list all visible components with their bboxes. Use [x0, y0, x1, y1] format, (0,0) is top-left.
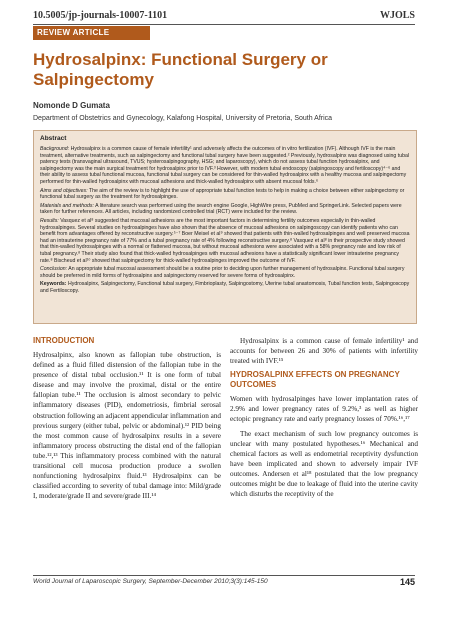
section-heading-effects: HYDROSALPINX EFFECTS ON PREGNANCY OUTCOMES — [230, 370, 400, 390]
author-name: Nomonde D Gumata — [33, 101, 110, 110]
intro-paragraph: Hydrosalpinx, also known as fallopian tube obstruction, is defined as a fluid filled distension of the fallopian tube in the presence of distal tubal occlusion.¹¹ It is one form of tubal disease and may involve the proximal, distal or the entire fallopian tube.¹¹ The occlusion is almost secondary to pelvic inflammatory diseases (PID), endometriosis, fimbrial serosal obstruction following an adjacent appendicular inflammation and previous surgery (either tubal, pelvic or abdominal).¹² PID being the most common cause of hydrosalpinx results in a severe inflammatory process obstructing the distal end of the fallopian tube.¹²,¹³ This inflammatory process combined with the natural transitional cell mucosa production produce a swollen nonfunctioning hydrosalpinx fluid.¹³ Hydrosalpinx can be classified according to severity of tubal damage into: Mild/grade I, moderate/grade II and severe/grade III.¹⁴ — [33, 351, 222, 501]
section-heading-introduction: INTRODUCTION — [33, 336, 95, 345]
abstract-results — [40, 218, 410, 264]
abstract-text: A literature search was performed using the search engine Google, HighWire press, PubMed and SpringerLink. Selected papers were taken for further references. All articles, including randomized controlled trial (RCT) were included for the review. — [40, 202, 402, 216]
abstract-aims — [40, 188, 410, 201]
article-type-banner — [33, 26, 150, 40]
abstract-label: Results: — [40, 217, 59, 224]
journal-code: WJOLS — [379, 10, 415, 21]
page-number: 145 — [399, 577, 415, 587]
abstract-heading: Abstract — [40, 135, 67, 142]
footer-divider — [33, 575, 415, 576]
keywords-label: Keywords: — [40, 281, 67, 288]
header-divider — [33, 24, 415, 25]
abstract-background — [40, 146, 410, 186]
abstract-label: Conclusion: — [40, 266, 68, 273]
abstract-text: An appropriate tubal mucosal assessment should be a routine prior to deciding upon further management of hydrosalpinx. Functional tubal surgery should be preferred in mild forms of hydrosalpinx and salpingectomy reserved for severe forms of hydrosalpinx. — [40, 266, 405, 279]
doi-text: 10.5005/jp-journals-10007-1101 — [33, 10, 168, 21]
abstract-label: Background: — [40, 146, 70, 152]
abstract-box — [33, 130, 417, 324]
abstract-conclusion — [40, 266, 410, 279]
keywords-text: Hydrosalpinx, Salpingectomy, Functional tubal surgery, Fimbrioplasty, Salpingostomy, Uterine tubal anastomosis, Tubal function tests, Salpingoscopy and Fertiloscopy. — [40, 281, 410, 294]
abstract-label: Materials and methods: — [40, 202, 94, 209]
abstract-text: Hydrosalpinx is a common cause of female infertility¹ and adversely affects the outcomes of in vitro fertilization (IVF). Although IVF is the main treatment, alternative treatments, such as salpingectomy and functional tubal surgery have been suggested.² Previously, hydrosalpinx was diagnosed using tubal patency tests (transvaginal ultrasound, TVUS; hysterosalpingography, HSG; and laparoscopy), which do not assess tubal function hydrosalpinx, and salpingectomy was the main surgical treatment for hydrosalpinx prior to IVF.³ However, with modern tubal endoscopy (salpingoscopy and fertiloscopy)⁴⁻⁶ and their ability to assess tubal functional mucosa, functional tubal surgery can be considered for thin-walled hydrosalpinx with a healthy mucosa and salpingectomy performed for thin-walled hydrosalpinx with mucosal adhesions and thick-walled hydrosalpinx with absent mucosal folds.⁶ — [40, 146, 410, 185]
right-column — [230, 336, 418, 503]
article-type-label: REVIEW ARTICLE — [37, 28, 110, 37]
author-affiliation: Department of Obstetrics and Gynecology, Kalafong Hospital, University of Pretoria, South Africa — [33, 115, 333, 122]
abstract-methods — [40, 203, 410, 216]
abstract-text: The aim of the review is to highlight the use of appropriate tubal function tests to help in making a choice between either salpingectomy or functional tubal surgery as the treatment for hydrosalpinges. — [40, 187, 405, 201]
abstract-text: Vasquez et al⁸ suggested that mucosal adhesions are the most important factors in determining fertility outcomes especially in thin-walled hydrosalpinges. Several studies on hydrosalpinges have also shown that the absence of mucosal adhesions on salpingoscopy can identify patients who can benefit from advantages offered by reconstructive surgery.⁵⁻⁷ Boer Meisel et al⁹ showed that patients with thin-walled hydrosalpinges and well preserved mucosa had an intrauterine pregnancy rate of 77% and a tubal pregnancy rate of 4% following reconstructive surgery.⁸ Vasquez et al⁸ in their prospective study showed that thin-walled hydrosalpinges with a normal or flattened mucosa, but without mucosal adhesions were associated with a 58% pregnancy rate and low risk of tubal pregnancy.⁸ Their study also found that thick-walled hydrosalpinges with mucosal adhesions have a statistically significant lower intrauterine pregnancy rate.⁸ Bischeud et al¹⁰ showed that salpingectomy for thick-walled hydrosalpinges improved the outcome of IVF. — [40, 217, 410, 264]
body-paragraph: The exact mechanism of such low pregnancy outcomes is unclear with many postulated hypotheses.¹⁶ Mechanical and chemical factors as well as endometrial receptivity dysfunction have been implicated and shown to adversely impair IVF outcomes. Andersen et al¹⁸ postulated that the low pregnancy outcomes might be due to leakage of fluid into the uterine cavity which disturbs the receptivity of the — [230, 429, 418, 499]
abstract-label: Aims and objectives: — [40, 187, 88, 194]
journal-citation: World Journal of Laparoscopic Surgery, September-December 2010;3(3):145-150 — [33, 578, 268, 585]
abstract-keywords — [40, 281, 410, 294]
body-paragraph: Women with hydrosalpinges have lower implantation rates of 2.9% and lower pregnancy rates of 9.2%,³ as well as higher ectopic pregnancy rate and early pregnancy losses of 70%.¹⁶,¹⁷ — [230, 395, 418, 424]
body-paragraph: Hydrosalpinx is a common cause of female infertility¹ and accounts for between 26 and 30% of patients with infertility treated with IVF.¹⁵ — [230, 337, 418, 366]
article-title: Hydrosalpinx: Functional Surgery or Salpingectomy — [33, 50, 328, 89]
left-column — [33, 336, 221, 505]
